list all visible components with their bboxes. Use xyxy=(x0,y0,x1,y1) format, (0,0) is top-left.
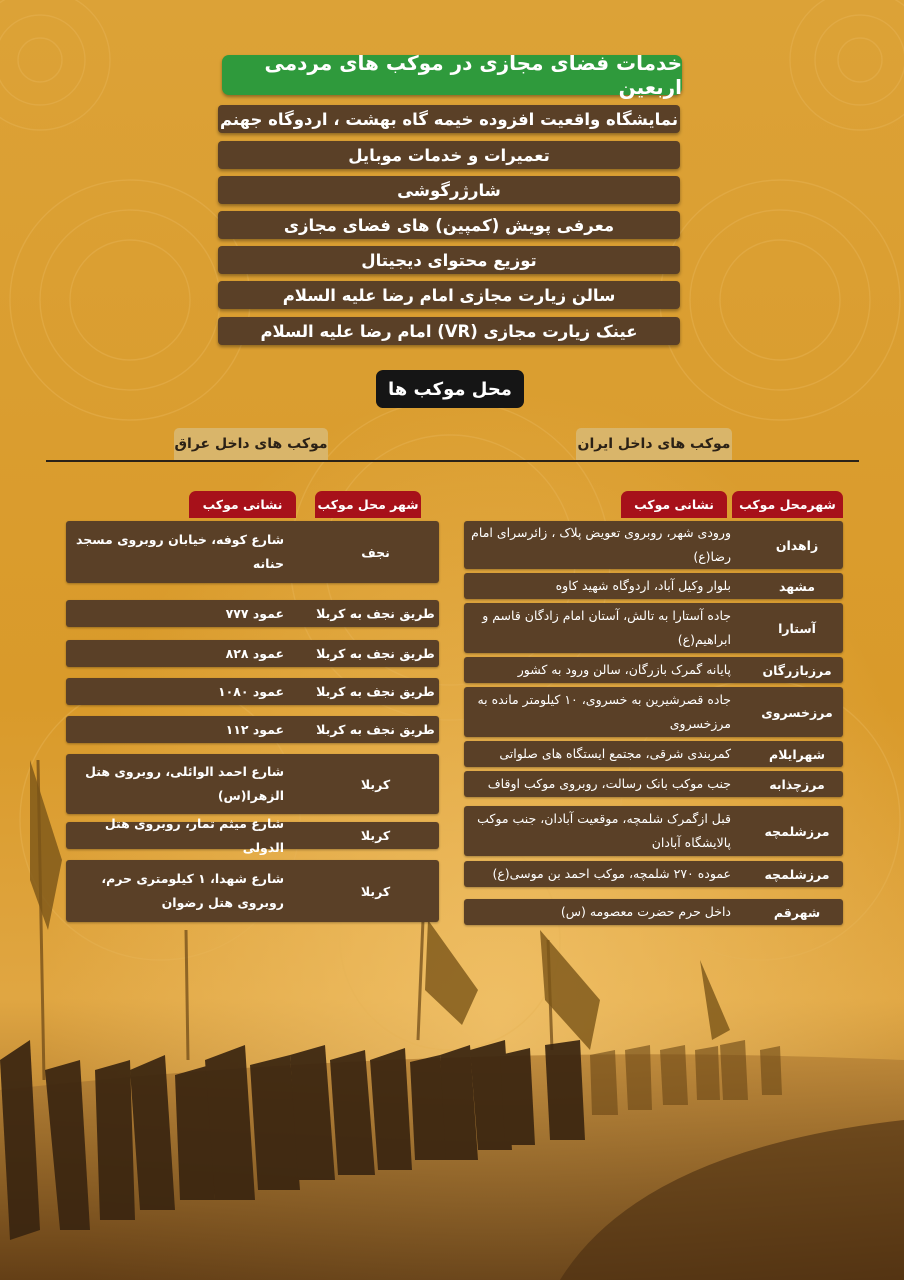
iraq-table-row xyxy=(66,815,439,855)
iran-row-city: آستارا xyxy=(778,620,816,636)
iraq-row-address: عمود ۱۱۲ xyxy=(225,721,284,737)
iran-table-row xyxy=(464,861,843,887)
iraq-row-city: کربلا xyxy=(360,828,391,843)
iraq-table-row xyxy=(66,860,439,922)
iran-table-row xyxy=(464,741,843,767)
iran-table-row xyxy=(464,603,843,653)
iran-table-row xyxy=(464,521,843,569)
tab-iran: موکب های داخل ایران xyxy=(576,428,732,460)
service-item: سالن زیارت مجازی امام رضا علیه السلام xyxy=(218,281,680,309)
iraq-table-row xyxy=(66,521,439,583)
iraq-row-address: عمود ۸۲۸ xyxy=(225,645,284,661)
iran-row-city: مرزخسروی xyxy=(761,704,833,720)
iraq-row-address: عمود ۷۷۷ xyxy=(225,605,284,621)
iran-table-row xyxy=(464,687,843,737)
iraq-row-address: عمود ۱۰۸۰ xyxy=(217,683,284,699)
iran-row-city: زاهدان xyxy=(775,537,819,553)
iraq-row-address: شارع کوفه، خیابان روبروی مسجد حنانه xyxy=(76,532,284,571)
service-item: نمایشگاه واقعیت افزوده خیمه گاه بهشت ، اردوگاه جهنم xyxy=(218,105,680,133)
iran-row-address: ورودی شهر، روبروی تعویض پلاک ، زائرسرای امام رضا(ع) xyxy=(471,525,731,564)
locations-heading: محل موکب ها xyxy=(376,370,524,408)
iran-table-row xyxy=(464,806,843,856)
iraq-address-header: نشانی موکب xyxy=(189,491,296,518)
service-item: معرفی پویش (کمپین) های فضای مجازی xyxy=(218,211,680,239)
iran-address-header: نشانی موکب xyxy=(621,491,727,518)
iran-city-header: شهرمحل موکب xyxy=(732,491,843,518)
iran-row-city: مشهد xyxy=(779,578,815,594)
service-item: عینک زیارت مجازی (VR) امام رضا علیه السلام xyxy=(218,317,680,345)
iraq-row-city: کربلا xyxy=(360,776,391,792)
page-title: خدمات فضای مجازی در موکب های مردمی اربعین xyxy=(222,55,682,95)
iraq-row-address: شارع شهدا، ۱ کیلومتری حرم، روبروی هتل رضوان xyxy=(101,871,284,910)
iran-row-city: مرزشلمچه xyxy=(764,823,830,839)
iraq-table-row xyxy=(66,600,439,627)
iran-row-city: مرزچذابه xyxy=(769,776,825,792)
section-divider xyxy=(46,460,859,462)
iran-row-address: عموده ۲۷۰ شلمچه، موکب احمد بن موسی(ع) xyxy=(492,866,731,882)
iran-row-address: قبل ازگمرک شلمچه، موقعیت آبادان، جنب موکب پالایشگاه آبادان xyxy=(477,811,731,850)
iraq-row-city: طریق نجف به کربلا xyxy=(316,722,435,737)
service-item: تعمیرات و خدمات موبایل xyxy=(218,141,680,169)
iraq-row-city: طریق نجف به کربلا xyxy=(316,646,435,661)
iran-table-row xyxy=(464,573,843,599)
iran-table-row xyxy=(464,657,843,683)
iran-row-address: پایانه گمرک بازرگان، سالن ورود به کشور xyxy=(517,662,731,678)
iraq-table-row xyxy=(66,640,439,667)
iran-row-city: مرزشلمچه xyxy=(764,866,830,882)
iraq-row-address: شارع احمد الوائلی، روبروی هتل الزهرا(س) xyxy=(85,764,284,803)
iran-table-row xyxy=(464,771,843,797)
iraq-row-address: شارع میثم تمار، روبروی هتل الدولی xyxy=(104,815,284,855)
iran-row-city: شهرقم xyxy=(773,904,821,920)
service-item: شارژرگوشی xyxy=(218,176,680,204)
iran-row-address: جاده آستارا به تالش، آستان امام زادگان قاسم و ابراهیم(ع) xyxy=(482,608,731,647)
iran-row-address: بلوار وکیل آباد، اردوگاه شهید کاوه xyxy=(555,578,731,594)
iraq-row-city: طریق نجف به کربلا xyxy=(316,606,435,621)
service-item: توزیع محتوای دیجیتال xyxy=(218,246,680,274)
iraq-table-row xyxy=(66,754,439,814)
tab-iraq: موکب های داخل عراق xyxy=(174,428,328,460)
iraq-city-header: شهر محل موکب xyxy=(315,491,421,518)
iran-row-address: کمربندی شرقی، مجتمع ایستگاه های صلواتی xyxy=(499,746,731,762)
iraq-row-city: نجف xyxy=(361,544,390,560)
iran-row-city: شهرایلام xyxy=(769,746,825,762)
iran-row-address: داخل حرم حضرت معصومه (س) xyxy=(560,904,731,920)
iraq-table-row xyxy=(66,716,439,743)
iran-table-row xyxy=(464,899,843,925)
iran-row-address: جنب موکب بانک رسالت، روبروی موکب اوقاف xyxy=(487,776,731,792)
iraq-row-city: طریق نجف به کربلا xyxy=(316,684,435,699)
iran-row-city: مرزبازرگان xyxy=(762,662,832,678)
iraq-table-row xyxy=(66,678,439,705)
iran-row-address: جاده قصرشیرین به خسروی، ۱۰ کیلومتر مانده به مرزخسروی xyxy=(477,692,731,731)
iraq-row-city: کربلا xyxy=(360,883,391,899)
